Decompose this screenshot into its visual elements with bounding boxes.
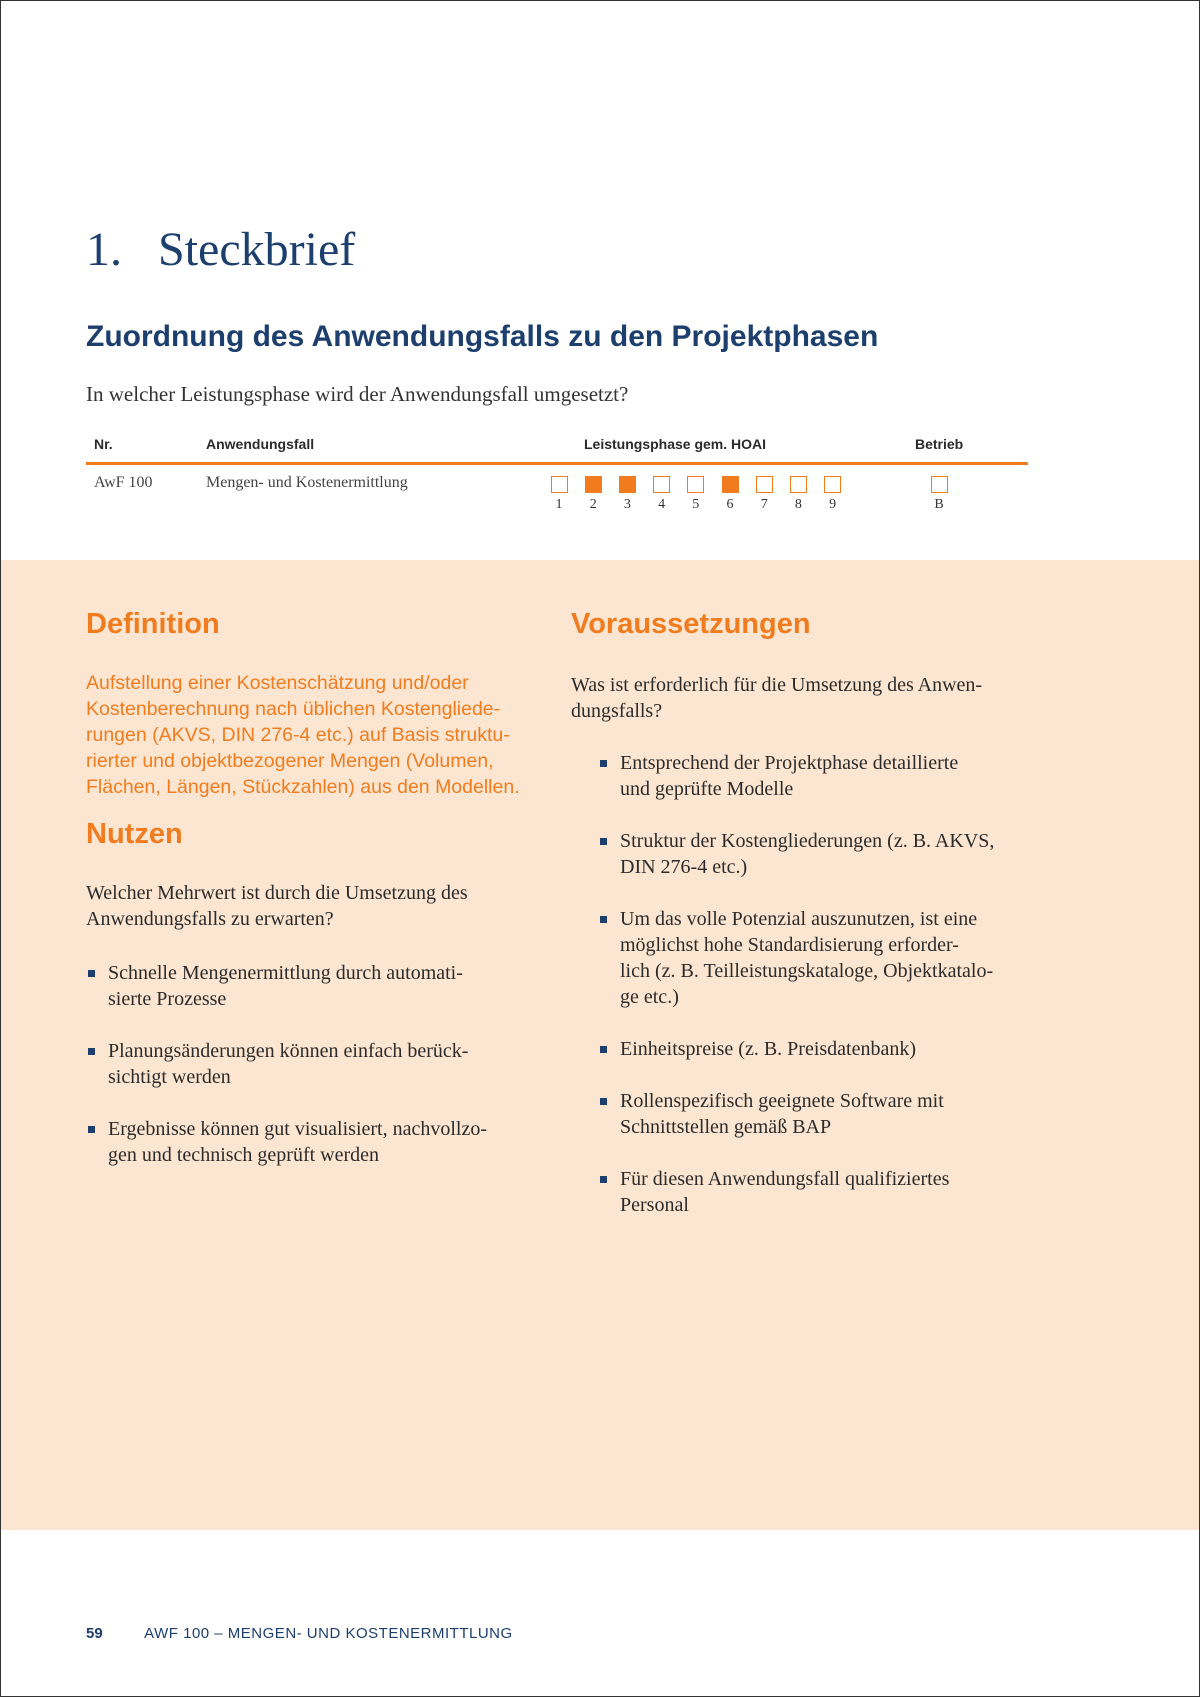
phase-cell-1: [549, 476, 569, 513]
phase-label-9: 9: [829, 497, 837, 512]
voraussetzungen-item: [598, 1166, 1048, 1218]
phase-cell-7: [754, 476, 774, 513]
definition-line: Aufstellung einer Kostenschätzung und/oder: [86, 672, 469, 694]
bullet-square-icon: [88, 1126, 95, 1133]
row-anwendungsfall: Mengen- und Kostenermittlung: [206, 474, 408, 491]
chapter-title: [86, 222, 355, 277]
phase-cell-4: [652, 476, 672, 513]
running-title: AWF 100 – MENGEN- UND KOSTENERMITTLUNG: [144, 1625, 513, 1642]
voraussetzungen-item: [598, 1088, 1048, 1140]
bullet-square-icon: [600, 1176, 607, 1183]
nutzen-item: [86, 1116, 546, 1168]
voraussetzungen-item-line: Für diesen Anwendungsfall qualifiziertes: [620, 1168, 950, 1190]
voraussetzungen-item-line: Rollenspezifisch geeignete Software mit: [620, 1090, 944, 1112]
phase-label-2: 2: [589, 497, 597, 512]
phase-cell-3: [617, 476, 637, 513]
phase-cell-6: [720, 476, 740, 513]
phase-label-4: 4: [658, 497, 666, 512]
page-number: 59: [86, 1625, 103, 1642]
phase-question: In welcher Leistungsphase wird der Anwendungsfall umgesetzt?: [86, 382, 629, 406]
row-nr: AwF 100: [94, 474, 153, 491]
phase-label-7: 7: [760, 497, 768, 512]
phase-label-3: 3: [623, 497, 631, 512]
voraussetzungen-item-line: Schnittstellen gemäß BAP: [620, 1116, 832, 1138]
nutzen-intro: [86, 880, 546, 932]
bullet-square-icon: [600, 916, 607, 923]
phase-table: [86, 436, 1028, 522]
nutzen-list: [86, 960, 546, 1168]
phase-cell-betrieb: [929, 476, 949, 513]
definition-heading: Definition: [86, 608, 220, 640]
phase-cell-2: [583, 476, 603, 513]
phase-label-6: 6: [726, 497, 734, 512]
phase-box-4: [653, 476, 670, 493]
chapter-number: 1.: [86, 223, 122, 276]
voraussetzungen-item-line: Einheitspreise (z. B. Preisdatenbank): [620, 1038, 917, 1060]
voraussetzungen-intro: [571, 672, 1041, 724]
definition-line: Kostenberechnung nach üblichen Kostengliede-: [86, 698, 501, 720]
voraussetzungen-item-line: möglichst hohe Standardisierung erforder-: [620, 934, 959, 956]
nutzen-heading: Nutzen: [86, 818, 183, 850]
bullet-square-icon: [600, 760, 607, 767]
definition-line: Flächen, Längen, Stückzahlen) aus den Modellen.: [86, 776, 520, 798]
phase-box-7: [756, 476, 773, 493]
bullet-square-icon: [600, 1046, 607, 1053]
header-anwendungsfall: Anwendungsfall: [206, 436, 315, 452]
voraussetzungen-item-line: Struktur der Kostengliederungen (z. B. AKVS,: [620, 830, 995, 852]
nutzen-item-line: Ergebnisse können gut visualisiert, nachvollzo-: [108, 1118, 487, 1140]
nutzen-item-line: Schnelle Mengenermittlung durch automati-: [108, 962, 463, 984]
page-footer: [86, 1625, 513, 1642]
phase-cell-5: [686, 476, 706, 513]
phase-label-5: 5: [692, 497, 700, 512]
nutzen-item: [86, 1038, 546, 1090]
nutzen-item-line: sierte Prozesse: [108, 988, 227, 1010]
phase-cell-9: [823, 476, 843, 513]
nutzen-item-line: sichtigt werden: [108, 1066, 231, 1088]
bullet-square-icon: [88, 1048, 95, 1055]
phase-box-1: [551, 476, 568, 493]
voraussetzungen-item-line: lich (z. B. Teilleistungskataloge, Objektkatalo-: [620, 960, 994, 982]
voraussetzungen-heading: Voraussetzungen: [571, 608, 811, 640]
phase-cell-8: [788, 476, 808, 513]
voraussetzungen-intro-line: dungsfalls?: [571, 700, 663, 722]
definition-line: rungen (AKVS, DIN 276-4 etc.) auf Basis struktu-: [86, 724, 510, 746]
phase-label-8: 8: [794, 497, 802, 512]
phase-box-betrieb: [931, 476, 948, 493]
nutzen-item-line: Planungsänderungen können einfach berück-: [108, 1040, 469, 1062]
definition-text: [86, 670, 546, 800]
voraussetzungen-item-line: Entsprechend der Projektphase detaillierte: [620, 752, 959, 774]
header-betrieb: Betrieb: [915, 436, 964, 452]
voraussetzungen-item-line: DIN 276-4 etc.): [620, 856, 748, 878]
phase-box-5: [687, 476, 704, 493]
phase-box-2: [585, 476, 602, 493]
bullet-square-icon: [88, 970, 95, 977]
phase-box-8: [790, 476, 807, 493]
definition-line: rierter und objektbezogener Mengen (Volumen,: [86, 750, 494, 772]
chapter-title-text: Steckbrief: [158, 223, 356, 276]
phase-label-1: 1: [555, 497, 563, 512]
bullet-square-icon: [600, 838, 607, 845]
voraussetzungen-item: [598, 1036, 1048, 1062]
section-heading: Zuordnung des Anwendungsfalls zu den Projektphasen: [86, 320, 879, 353]
nutzen-intro-line: Welcher Mehrwert ist durch die Umsetzung des: [86, 882, 468, 904]
voraussetzungen-item: [598, 906, 1048, 1010]
voraussetzungen-item: [598, 750, 1048, 802]
voraussetzungen-intro-line: Was ist erforderlich für die Umsetzung des Anwen-: [571, 674, 983, 696]
voraussetzungen-item-line: Um das volle Potenzial auszunutzen, ist eine: [620, 908, 978, 930]
header-leistungsphase: Leistungsphase gem. HOAI: [584, 436, 767, 452]
header-nr: Nr.: [94, 436, 113, 452]
phase-label-betrieb: B: [934, 497, 944, 512]
nutzen-item-line: gen und technisch geprüft werden: [108, 1144, 380, 1166]
voraussetzungen-item-line: Personal: [620, 1194, 689, 1216]
nutzen-intro-line: Anwendungsfalls zu erwarten?: [86, 908, 334, 930]
table-rule: [86, 462, 1028, 465]
voraussetzungen-item-line: ge etc.): [620, 986, 679, 1008]
voraussetzungen-item-line: und geprüfte Modelle: [620, 778, 794, 800]
phase-box-6: [722, 476, 739, 493]
voraussetzungen-item: [598, 828, 1048, 880]
bullet-square-icon: [600, 1098, 607, 1105]
nutzen-item: [86, 960, 546, 1012]
phase-box-9: [824, 476, 841, 493]
phase-box-3: [619, 476, 636, 493]
voraussetzungen-list: [598, 750, 1048, 1218]
